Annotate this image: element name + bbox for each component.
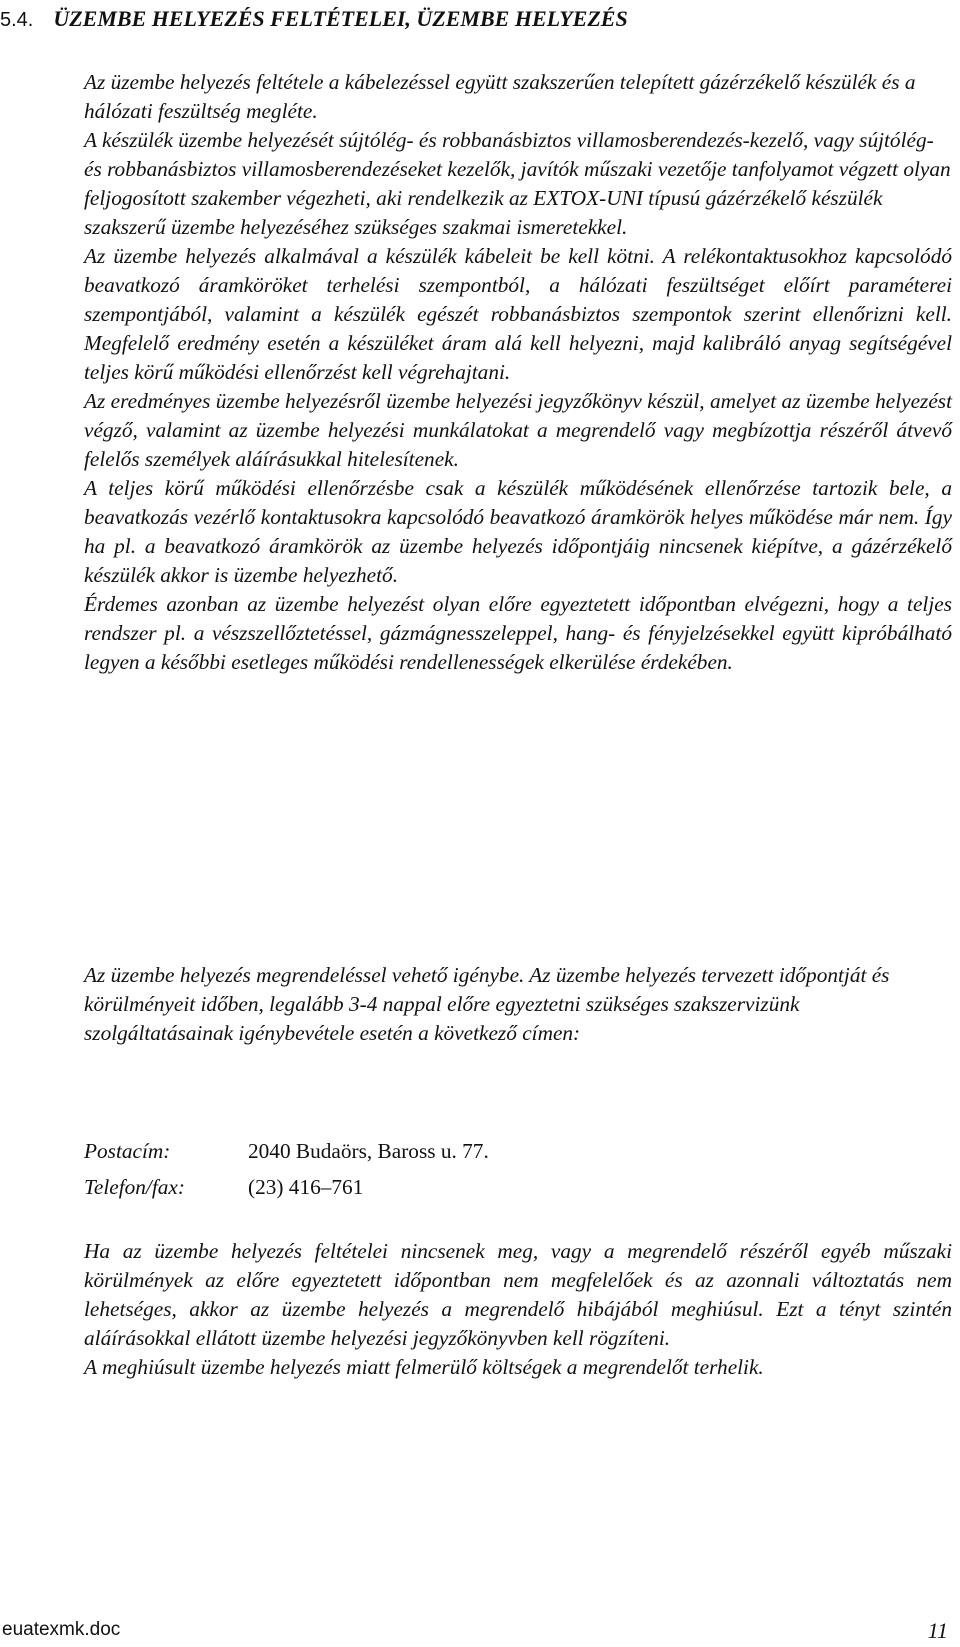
ordering-block <box>84 961 952 1048</box>
paragraph: A meghiúsult üzembe helyezés miatt felmerülő költségek a megrendelőt terhelik. <box>84 1355 764 1379</box>
section-number: 5.4. <box>0 9 34 31</box>
failure-block <box>84 1237 952 1382</box>
section-title: ÜZEMBE HELYEZÉS FELTÉTELEI, ÜZEMBE HELYEZÉS <box>53 6 628 31</box>
intro-block <box>84 68 952 677</box>
footer-filename: euatexmk.doc <box>2 1619 121 1640</box>
postal-address-row <box>84 1133 952 1169</box>
paragraph: Érdemes azonban az üzembe helyezést olyan előre egyeztetett időpontban elvégezni, hogy a teljes rendszer pl. a vészszellőztetéssel, gázmágnesszeleppel, hang- és fényjelzésekkel együtt kipróbálható legyen a későbbi esetleges működési rendellenességek elkerülése érdekében. <box>84 592 952 674</box>
phone-fax-row <box>84 1169 952 1205</box>
phone-fax-label: Telefon/fax: <box>84 1174 185 1199</box>
postal-address-value: 2040 Budaörs, Baross u. 77. <box>248 1138 489 1163</box>
paragraph: Az üzembe helyezés megrendeléssel vehető igénybe. Az üzembe helyezés tervezett időpontját és körülményeit időben, legalább 3-4 nappal előre egyeztetni szükséges szakszervizünk szolgáltatásainak igénybevétele esetén a következő címen: <box>84 963 890 1045</box>
paragraph: Az eredményes üzembe helyezésről üzembe helyezési jegyzőkönyv készül, amelyet az üzembe helyezést végző, valamint az üzembe helyezési munkálatokat a megrendelő vagy megbízottja részéről átvevő felelős személyek aláírásukkal hitelesítenek. <box>84 389 952 471</box>
page-number: 11 <box>927 1618 948 1643</box>
section-heading <box>0 4 628 35</box>
paragraph: Az üzembe helyezés alkalmával a készülék kábeleit be kell kötni. A relékontaktusokhoz kapcsolódó beavatkozó áramköröket terhelési szempontból, a hálózati feszültséget előírt paraméterei szempontjából, valamint a készülék egészét robbanásbiztos szempontok szerint ellenőrizni kell. Megfelelő eredmény esetén a készüléket áram alá kell helyezni, majd kalibráló anyag segítségével teljes körű működési ellenőrzést kell végrehajtani. <box>84 244 952 384</box>
paragraph: A teljes körű működési ellenőrzésbe csak a készülék működésének ellenőrzése tartozik bele, a beavatkozás vezérlő kontaktusokra kapcsolódó beavatkozó áramkörök helyes működése már nem. Így ha pl. a beavatkozó áramkörök az üzembe helyezés időpontjáig nincsenek kiépítve, a gázérzékelő készülék akkor is üzembe helyezhető. <box>84 476 952 587</box>
paragraph: Az üzembe helyezés feltétele a kábelezéssel együtt szakszerűen telepített gázérzékelő készülék és a hálózati feszültség megléte. <box>84 70 916 123</box>
postal-address-label: Postacím: <box>84 1138 171 1163</box>
phone-fax-value: (23) 416–761 <box>248 1174 364 1199</box>
contact-address <box>84 1133 952 1205</box>
paragraph: Ha az üzembe helyezés feltételei nincsenek meg, vagy a megrendelő részéről egyéb műszaki körülmények az előre egyeztetett időpontban nem megfelelőek és az azonnali változtatás nem lehetséges, akkor az üzembe helyezés a megrendelő hibájából meghiúsul. Ezt a tényt szintén aláírásokkal ellátott üzembe helyezési jegyzőkönyvben kell rögzíteni. <box>84 1239 952 1350</box>
paragraph: A készülék üzembe helyezését sújtólég- és robbanásbiztos villamosberendezés-kezelő, vagy sújtólég- és robbanásbiztos villamosberendezéseket kezelők, javítók műszaki vezetője tanfolyamot végzett olyan feljogosított szakember végezheti, aki rendelkezik az EXTOX-UNI típusú gázérzékelő készülék szakszerű üzembe helyezéséhez szükséges szakmai ismeretekkel. <box>84 128 951 239</box>
